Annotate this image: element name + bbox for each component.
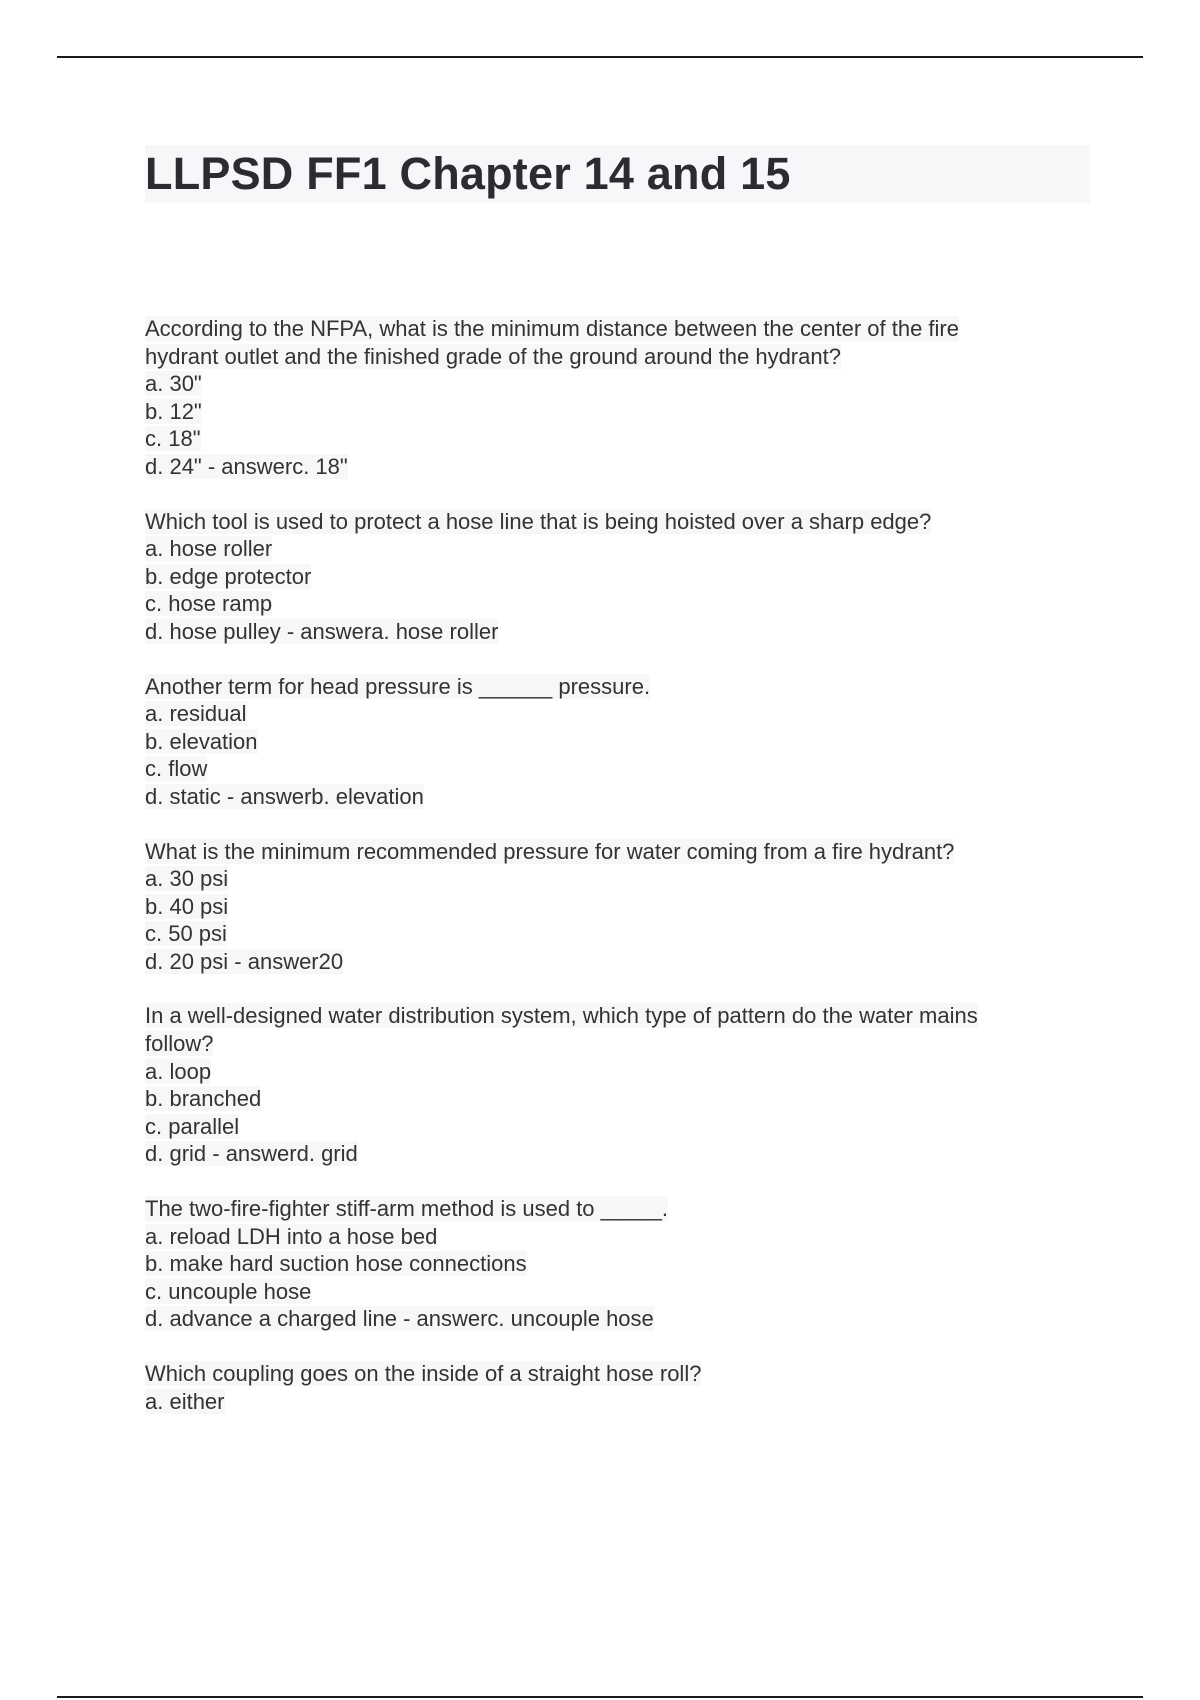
question-item	[145, 1002, 1090, 1168]
answer-option: d. grid - answerd. grid	[145, 1141, 358, 1167]
answer-option: a. either	[145, 1388, 225, 1414]
question-stem-line: According to the NFPA, what is the minimum distance between the center of the fire	[145, 316, 959, 341]
answer-option: b. branched	[145, 1086, 262, 1112]
title-band	[145, 145, 1090, 203]
answer-option: d. 24" - answerc. 18"	[145, 453, 348, 479]
answer-option: a. 30 psi	[145, 866, 229, 892]
question-item	[145, 1360, 1090, 1415]
answer-option: c. hose ramp	[145, 591, 273, 617]
question-stem-line: follow?	[145, 1031, 214, 1057]
answer-option: a. loop	[145, 1058, 212, 1084]
answer-option: b. elevation	[145, 728, 258, 754]
answer-option: a. residual	[145, 701, 247, 727]
answer-option: b. 40 psi	[145, 893, 229, 919]
answer-option: d. advance a charged line - answerc. uncouple hose	[145, 1306, 654, 1332]
answer-option: d. 20 psi - answer20	[145, 948, 344, 974]
answer-option: b. edge protector	[145, 563, 312, 589]
question-stem-line: hydrant outlet and the finished grade of the ground around the hydrant?	[145, 343, 841, 369]
answer-option: a. reload LDH into a hose bed	[145, 1223, 438, 1249]
question-item	[145, 1195, 1090, 1333]
bottom-divider	[57, 1696, 1143, 1698]
answer-option: d. static - answerb. elevation	[145, 783, 424, 809]
question-item	[145, 838, 1090, 976]
question-stem-line: Another term for head pressure is ______ pressure.	[145, 673, 651, 699]
question-stem-line: In a well-designed water distribution system, which type of pattern do the water mains	[145, 1003, 978, 1029]
answer-option: d. hose pulley - answera. hose roller	[145, 618, 499, 644]
question-stem-line: What is the minimum recommended pressure for water coming from a fire hydrant?	[145, 838, 955, 864]
answer-option: c. 50 psi	[145, 921, 227, 947]
question-stem-line: Which tool is used to protect a hose line that is being hoisted over a sharp edge?	[145, 508, 932, 534]
answer-option: c. flow	[145, 756, 208, 782]
answer-option: c. 18"	[145, 426, 201, 452]
question-stem-line: The two-fire-fighter stiff-arm method is used to _____.	[145, 1196, 668, 1222]
document-title: LLPSD FF1 Chapter 14 and 15	[145, 148, 791, 199]
answer-option: c. uncouple hose	[145, 1278, 312, 1304]
answer-option: a. hose roller	[145, 536, 273, 562]
question-item	[145, 673, 1090, 811]
question-item	[145, 508, 1090, 646]
answer-option: b. 12"	[145, 398, 202, 424]
question-list	[145, 315, 1090, 1415]
answer-option: a. 30"	[145, 371, 202, 397]
answer-option: c. parallel	[145, 1113, 240, 1139]
answer-option: b. make hard suction hose connections	[145, 1251, 527, 1277]
top-divider	[57, 56, 1143, 58]
question-item	[145, 315, 1090, 481]
document-body	[145, 145, 1090, 1442]
question-stem-line: Which coupling goes on the inside of a straight hose roll?	[145, 1361, 702, 1386]
